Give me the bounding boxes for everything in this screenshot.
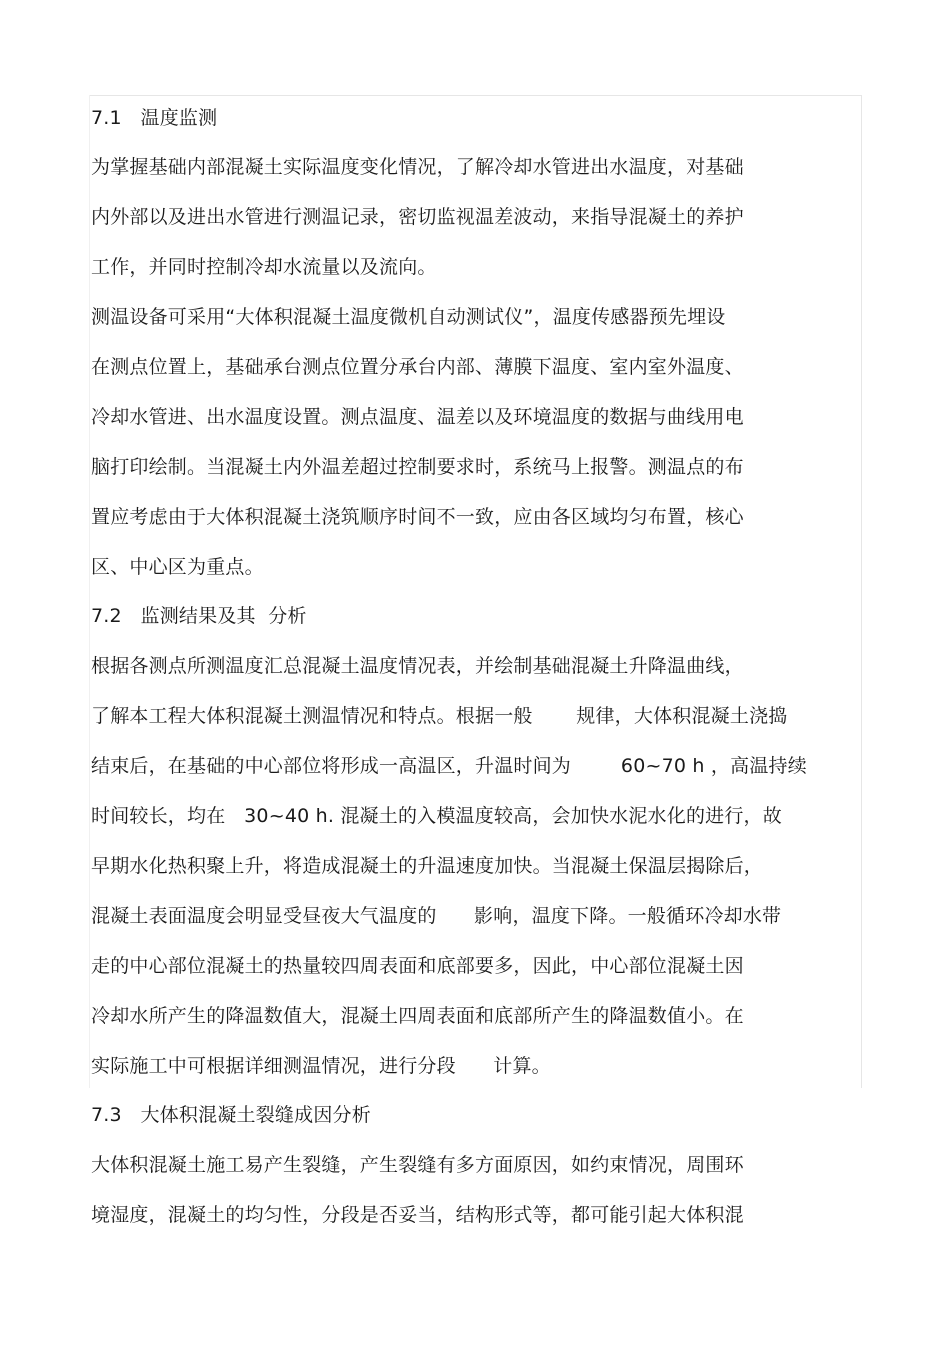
section-heading-7-2: 7.2 监测结果及其 分析 [91,605,307,627]
text-line: 测温设备可采用“大体积混凝土温度微机自动测试仪”，温度传感器预先埋设 [91,306,726,328]
text-line: 置应考虑由于大体积混凝土浇筑顺序时间不一致，应由各区域均匀布置，核心 [91,506,744,528]
text-line: 早期水化热积聚上升，将造成混凝土的升温速度加快。当混凝土保温层揭除后， [91,855,764,877]
text-line: 区、中心区为重点。 [91,556,264,578]
text-line: 工作，并同时控制冷却水流量以及流向。 [91,256,437,278]
text-line: 结束后，在基础的中心部位将形成一高温区，升温时间为 60~70 h ，高温持续 [91,755,807,777]
text-line: 混凝土表面温度会明显受昼夜大气温度的 影响，温度下降。一般循环冷却水带 [91,905,782,927]
page-border-top [90,95,862,96]
text-line: 实际施工中可根据详细测温情况，进行分段 计算。 [91,1055,551,1077]
text-line: 为掌握基础内部混凝土实际温度变化情况，了解冷却水管进出水温度，对基础 [91,156,744,178]
section-heading-7-1: 7.1 温度监测 [91,107,218,129]
text-line: 内外部以及进出水管进行测温记录，密切监视温差波动，来指导混凝土的养护 [91,206,744,228]
text-line: 了解本工程大体积混凝土测温情况和特点。根据一般 规律，大体积混凝土浇捣 [91,705,788,727]
text-line: 境湿度，混凝土的均匀性，分段是否妥当，结构形式等，都可能引起大体积混 [91,1204,744,1226]
text-line: 脑打印绘制。当混凝土内外温差超过控制要求时，系统马上报警。测温点的布 [91,456,744,478]
text-line: 时间较长，均在 30~40 h. 混凝土的入模温度较高，会加快水泥水化的进行，故 [91,805,782,827]
page-border-left [89,95,90,1088]
text-line: 在测点位置上，基础承台测点位置分承台内部、薄膜下温度、室内室外温度、 [91,356,744,378]
page-border-right [861,95,862,1088]
section-heading-7-3: 7.3 大体积混凝土裂缝成因分析 [91,1104,371,1126]
text-line: 大体积混凝土施工易产生裂缝，产生裂缝有多方面原因，如约束情况，周围环 [91,1154,744,1176]
text-line: 走的中心部位混凝土的热量较四周表面和底部要多，因此，中心部位混凝土因 [91,955,744,977]
text-line: 冷却水所产生的降温数值大，混凝土四周表面和底部所产生的降温数值小。在 [91,1005,744,1027]
text-line: 冷却水管进、出水温度设置。测点温度、温差以及环境温度的数据与曲线用电 [91,406,744,428]
text-line: 根据各测点所测温度汇总混凝土温度情况表，并绘制基础混凝土升降温曲线， [91,655,744,677]
